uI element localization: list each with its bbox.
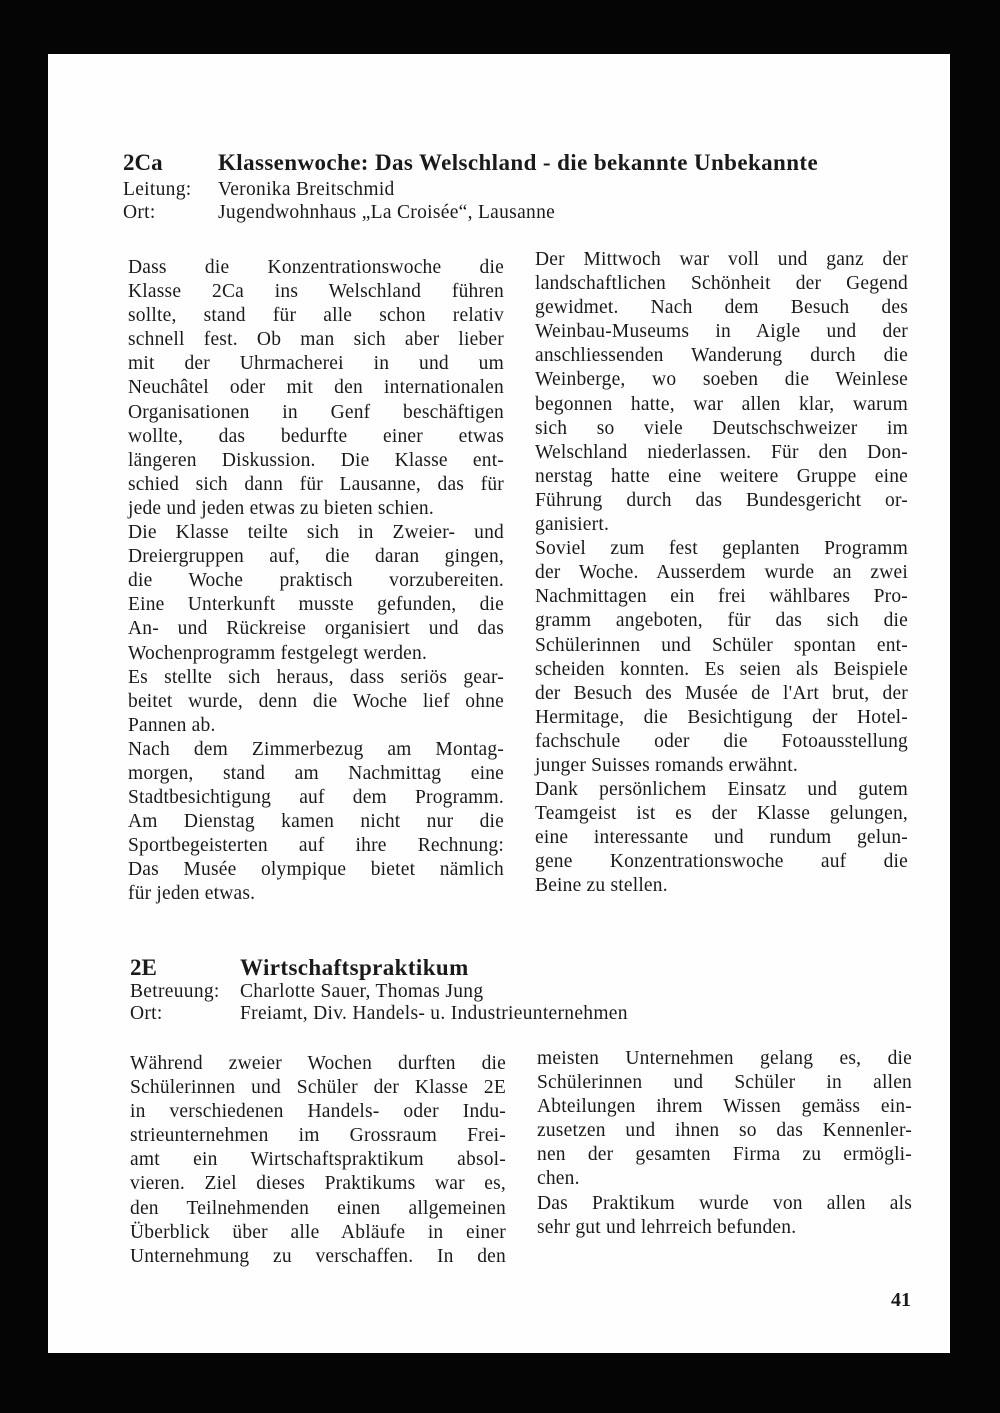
text-line: der Besuch des Musée de l'Art brut, der	[535, 682, 908, 704]
text-line: Es stellte sich heraus, dass seriös gear-	[128, 666, 504, 688]
meta-value: Freiamt, Div. Handels- u. Industrieunternehmen	[240, 1003, 628, 1024]
text-line: meisten Unternehmen gelang es, die	[537, 1048, 912, 1069]
text-line: Schülerinnen und Schüler der Klasse 2E	[130, 1077, 506, 1099]
text-line: morgen, stand am Nachmittag eine	[128, 762, 504, 784]
text-line: begonnen hatte, war allen klar, warum	[535, 393, 908, 415]
text-column	[130, 1052, 506, 1269]
text-line: Sportbegeisterten auf ihre Rechnung:	[128, 835, 504, 857]
text-line: Neuchâtel oder mit den internationalen	[128, 377, 504, 399]
text-line: Stadtbesichtigung auf dem Programm.	[128, 787, 504, 809]
meta-label: Ort:	[123, 202, 156, 223]
text-line: Schülerinnen und Schüler spontan ent-	[535, 634, 908, 656]
meta-value: Veronika Breitschmid	[218, 179, 395, 200]
paragraph	[128, 666, 504, 738]
text-line: Pannen ab.	[128, 714, 216, 736]
paragraph	[537, 1047, 912, 1192]
text-line: der Woche. Ausserdem wurde an zwei	[535, 562, 908, 584]
text-line: vieren. Ziel dieses Praktikums war es,	[130, 1173, 506, 1195]
text-line: landschaftlichen Schönheit der Gegend	[535, 273, 908, 295]
text-line: anschliessenden Wanderung durch die	[535, 345, 908, 367]
text-line: gewidmet. Nach dem Besuch des	[535, 297, 908, 319]
text-line: Eine Unterkunft musste gefunden, die	[128, 594, 504, 616]
text-column	[128, 256, 504, 907]
text-line: Dreiergruppen auf, die daran gingen,	[128, 546, 504, 568]
paragraph	[535, 778, 908, 898]
text-line: junger Suisses romands erwähnt.	[535, 754, 798, 776]
meta-label: Betreuung:	[130, 981, 220, 1002]
text-line: sehr gut und lehrreich befunden.	[537, 1216, 797, 1238]
paragraph	[535, 248, 908, 537]
text-line: in verschiedenen Handels- oder Indu-	[130, 1101, 506, 1123]
section-code: 2Ca	[123, 150, 163, 175]
meta-value: Jugendwohnhaus „La Croisée“, Lausanne	[218, 202, 556, 223]
text-line: zusetzen und ihnen so das Kennenler-	[537, 1120, 912, 1142]
text-line: Während zweier Wochen durften die	[130, 1053, 506, 1074]
section-title: Wirtschaftspraktikum	[240, 955, 469, 980]
text-line: Dank persönlichem Einsatz und gutem	[535, 779, 908, 801]
text-line: An- und Rückreise organisiert und das	[128, 618, 504, 640]
text-line: Der Mittwoch war voll und ganz der	[535, 249, 908, 270]
text-line: sollte, stand für alle schon relativ	[128, 305, 504, 327]
text-line: Soviel zum fest geplanten Programm	[535, 538, 908, 560]
text-line: strieunternehmen im Grossraum Frei-	[130, 1125, 506, 1147]
paragraph	[128, 256, 504, 521]
text-line: Nach dem Zimmerbezug am Montag-	[128, 738, 504, 760]
text-line: Führung durch das Bundesgericht or-	[535, 489, 908, 511]
text-line: Überblick über alle Abläufe in einer	[130, 1221, 506, 1243]
text-line: Teamgeist ist es der Klasse gelungen,	[535, 803, 908, 825]
paragraph	[128, 738, 504, 907]
text-line: die Woche praktisch vorzubereiten.	[128, 570, 504, 592]
text-line: Beine zu stellen.	[535, 875, 668, 897]
text-line: Abteilungen ihrem Wissen gemäss ein-	[537, 1096, 912, 1118]
text-line: Wochenprogramm festgelegt werden.	[128, 642, 428, 664]
text-line: fachschule oder die Fotoausstellung	[535, 730, 908, 752]
paragraph	[130, 1052, 506, 1269]
text-line: scheiden konnten. Es seien als Beispiele	[535, 658, 908, 680]
text-line: Nachmittagen ein frei wählbares Pro-	[535, 586, 908, 608]
text-line: Unternehmung zu verschaffen. In den	[130, 1245, 506, 1267]
text-line: mit der Uhrmacherei in und um	[128, 353, 504, 375]
meta-label: Leitung:	[123, 179, 192, 200]
text-line: Hermitage, die Besichtigung der Hotel-	[535, 706, 908, 728]
meta-label: Ort:	[130, 1003, 163, 1024]
text-line: beitet wurde, denn die Woche lief ohne	[128, 690, 504, 712]
text-line: wollte, das bedurfte einer etwas	[128, 425, 504, 447]
text-line: schnell fest. Ob man sich aber lieber	[128, 329, 504, 351]
text-line: Weinbau-Museums in Aigle und der	[535, 321, 908, 343]
text-line: gramm angeboten, für das sich die	[535, 610, 908, 632]
paragraph	[537, 1192, 912, 1240]
text-line: gene Konzentrationswoche auf die	[535, 851, 908, 873]
text-line: Dass die Konzentrationswoche die	[128, 257, 504, 278]
text-line: Das Musée olympique bietet nämlich	[128, 859, 504, 881]
text-line: Das Praktikum wurde von allen als	[537, 1192, 912, 1214]
text-line: Schülerinnen und Schüler in allen	[537, 1072, 912, 1094]
text-line: amt ein Wirtschaftspraktikum absol-	[130, 1149, 506, 1171]
text-line: chen.	[537, 1168, 580, 1190]
text-line: jede und jeden etwas zu bieten schien.	[128, 497, 434, 519]
text-line: Welschland niederlassen. Für den Don-	[535, 441, 908, 463]
text-line: für jeden etwas.	[128, 883, 256, 905]
text-line: eine interessante und rundum gelun-	[535, 827, 908, 849]
text-line: nerstag hatte eine weitere Gruppe eine	[535, 465, 908, 487]
text-line: sich so viele Deutschschweizer im	[535, 417, 908, 439]
paragraph	[535, 537, 908, 778]
text-line: nen der gesamten Firma zu ermögli-	[537, 1144, 912, 1166]
text-line: ganisiert.	[535, 514, 610, 536]
text-column	[535, 248, 908, 899]
page-number: 41	[891, 1289, 911, 1311]
text-line: Klasse 2Ca ins Welschland führen	[128, 281, 504, 303]
section-title: Klassenwoche: Das Welschland - die bekannte Unbekannte	[218, 150, 819, 175]
meta-value: Charlotte Sauer, Thomas Jung	[240, 981, 484, 1002]
paragraph	[128, 521, 504, 666]
text-line: Die Klasse teilte sich in Zweier- und	[128, 522, 504, 544]
section-code: 2E	[130, 955, 157, 980]
text-line: Weinberge, wo soeben die Weinlese	[535, 369, 908, 391]
text-line: den Teilnehmenden einen allgemeinen	[130, 1197, 506, 1219]
text-line: längeren Diskussion. Die Klasse ent-	[128, 449, 504, 471]
text-line: Organisationen in Genf beschäftigen	[128, 401, 504, 423]
text-line: Am Dienstag kamen nicht nur die	[128, 811, 504, 833]
text-column	[537, 1047, 912, 1240]
text-line: schied sich dann für Lausanne, das für	[128, 473, 504, 495]
